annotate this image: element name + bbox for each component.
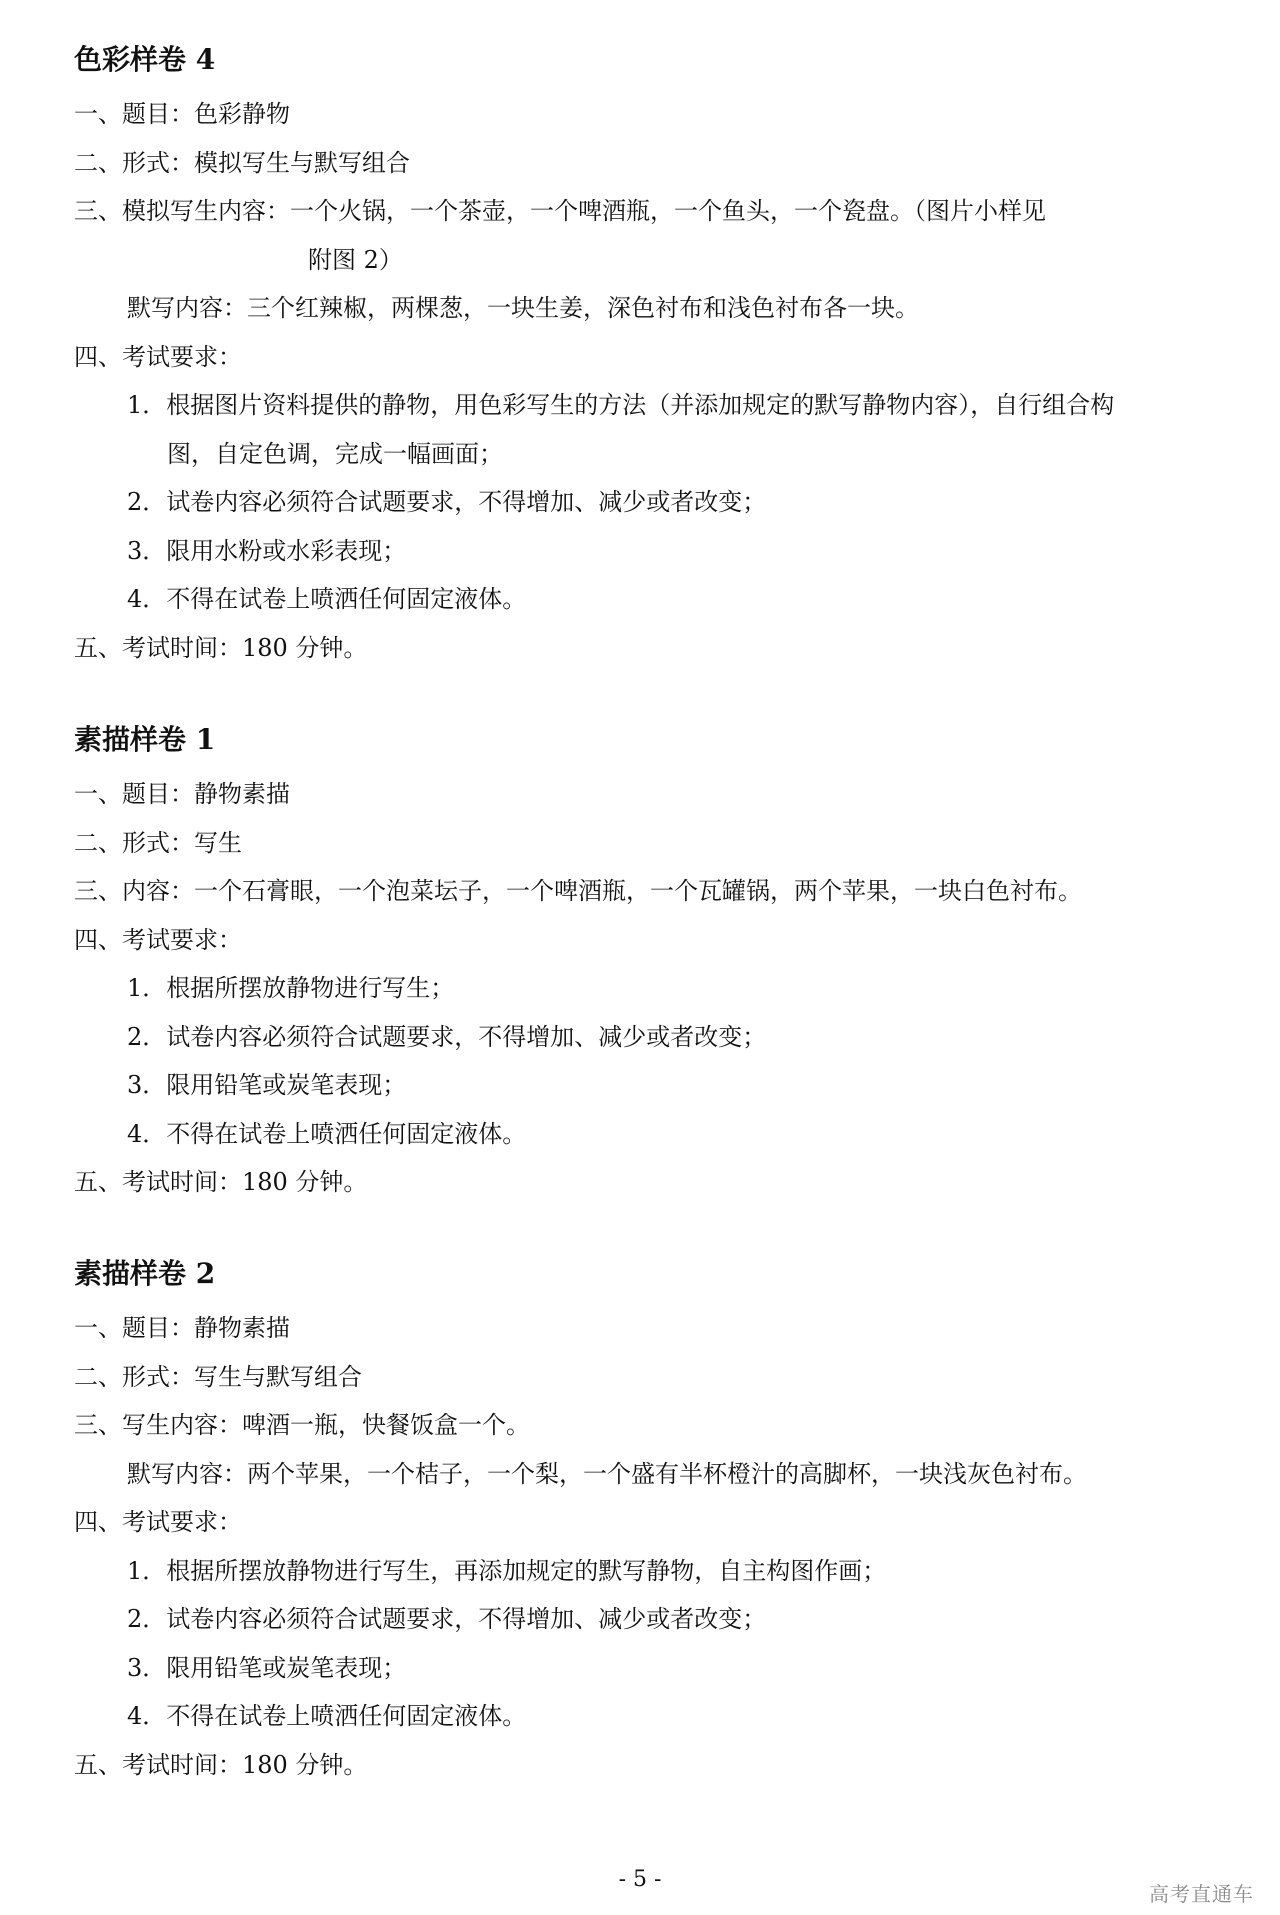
requirement-item: 3．限用铅笔或炭笔表现； [127,1071,407,1099]
requirement-item: 4．不得在试卷上喷洒任何固定液体。 [127,585,527,613]
requirement-item: 4．不得在试卷上喷洒任何固定液体。 [127,1702,527,1730]
topic-line: 一、题目：色彩静物 [74,100,290,128]
requirements-heading: 四、考试要求： [74,342,242,371]
memory-content-line: 默写内容：三个红辣椒，两棵葱，一块生姜，深色衬布和浅色衬布各一块。 [127,294,919,322]
exam-time-line: 五、考试时间：180 分钟。 [74,1168,368,1196]
section-color-sample-4 [74,42,1224,672]
exam-time-line: 五、考试时间：180 分钟。 [74,633,368,662]
watermark-text: 高考直通车 [1149,1882,1254,1906]
requirements-heading: 四、考试要求： [74,1508,242,1536]
topic-line: 一、题目：静物素描 [74,780,290,808]
requirement-item-continued: 图，自定色调，完成一幅画面； [167,439,503,468]
section-title: 素描样卷 2 [74,1257,216,1290]
requirement-item: 3．限用铅笔或炭笔表现； [127,1653,407,1682]
requirements-heading: 四、考试要求： [74,925,242,954]
section-sketch-sample-1 [74,722,1224,1207]
requirement-item: 4．不得在试卷上喷洒任何固定液体。 [127,1119,527,1148]
section-sketch-sample-2 [74,1256,1224,1789]
topic-line: 一、题目：静物素描 [74,1314,290,1342]
page-number: - 5 - [618,1867,662,1892]
requirement-item: 3．限用水粉或水彩表现； [127,536,407,565]
requirement-item: 1．根据所摆放静物进行写生； [127,974,455,1002]
form-line: 二、形式：写生 [74,828,242,857]
requirement-item: 2．试卷内容必须符合试题要求，不得增加、减少或者改变； [127,1605,767,1633]
memory-content-line: 默写内容：两个苹果，一个桔子，一个梨，一个盛有半杯橙汁的高脚杯，一块浅灰色衬布。 [127,1459,1087,1488]
section-title: 素描样卷 1 [74,723,216,756]
requirement-item: 2．试卷内容必须符合试题要求，不得增加、减少或者改变； [127,488,767,516]
content-line: 三、内容：一个石膏眼，一个泡菜坛子，一个啤酒瓶，一个瓦罐锅，两个苹果，一块白色衬布。 [74,877,1082,905]
form-line: 二、形式：模拟写生与默写组合 [74,148,410,177]
content-line-continued: 附图 2） [308,245,403,274]
requirement-item: 1．根据图片资料提供的静物，用色彩写生的方法（并添加规定的默写静物内容），自行组合构 [127,391,1115,419]
exam-time-line: 五、考试时间：180 分钟。 [74,1750,368,1779]
requirement-item: 1．根据所摆放静物进行写生，再添加规定的默写静物，自主构图作画； [127,1556,887,1585]
requirement-item: 2．试卷内容必须符合试题要求，不得增加、减少或者改变； [127,1022,767,1051]
content-line: 三、写生内容：啤酒一瓶，快餐饭盒一个。 [74,1411,530,1439]
content-line: 三、模拟写生内容：一个火锅，一个茶壶，一个啤酒瓶，一个鱼头，一个瓷盘。（图片小样见 [74,197,1046,225]
form-line: 二、形式：写生与默写组合 [74,1362,362,1391]
section-title: 色彩样卷 4 [74,43,216,76]
